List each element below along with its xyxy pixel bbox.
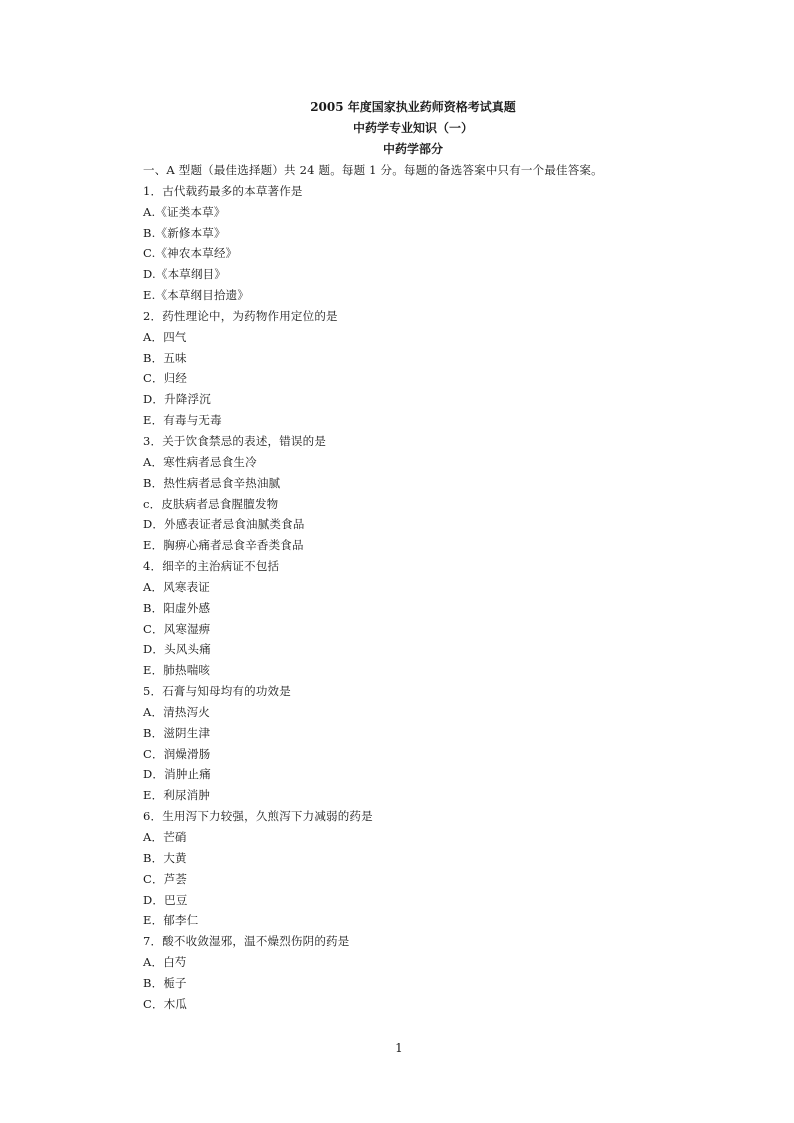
list-item: D．巴豆	[143, 892, 188, 907]
list-item: C.《神农本草经》	[143, 246, 238, 261]
list-item: C．归经	[143, 371, 188, 386]
page-number: 1	[395, 1041, 403, 1055]
list-item: B．阳虚外感	[143, 600, 211, 615]
subject-title: 中药学专业知识（一）	[352, 121, 473, 135]
list-item: D.《本草纲目》	[143, 267, 227, 282]
list-item: A．风寒表证	[143, 579, 211, 594]
list-item: B．热性病者忌食辛热油腻	[143, 475, 281, 490]
list-item: E．有毒与无毒	[143, 413, 222, 428]
list-item: 2．药性理论中，为药物作用定位的是	[143, 308, 338, 323]
list-item: 6．生用泻下力较强，久煎泻下力减弱的药是	[143, 809, 373, 824]
list-item: B.《新修本草》	[143, 225, 226, 240]
list-item: A．寒性病者忌食生冷	[143, 454, 257, 469]
list-item: C．风寒湿痹	[143, 621, 211, 636]
list-item: A．清热泻火	[143, 704, 211, 719]
list-item: E．肺热喘咳	[143, 663, 211, 678]
exam-title: 2005 年度国家执业药师资格考试真题	[310, 100, 516, 114]
list-item: E.《本草纲目拾遗》	[143, 288, 250, 303]
list-item: 7．酸不收敛湿邪，温不燥烈伤阴的药是	[143, 934, 350, 949]
list-item: E．郁李仁	[143, 913, 199, 928]
list-item: 3．关于饮食禁忌的表述，错误的是	[143, 433, 327, 448]
list-item: c．皮肤病者忌食腥膻发物	[143, 496, 279, 511]
list-item: C．润燥滑肠	[143, 746, 211, 761]
list-item: D．外感表证者忌食油腻类食品	[143, 517, 305, 532]
list-item: E．利尿消肿	[143, 788, 211, 803]
list-item: D．升降浮沉	[143, 392, 211, 407]
list-item: A．芒硝	[143, 830, 187, 844]
section-title: 中药学部分	[382, 142, 443, 156]
list-item: 5．石膏与知母均有的功效是	[143, 684, 291, 699]
list-item: B．栀子	[143, 975, 187, 990]
title-block	[0, 97, 794, 160]
list-item: 1．古代载药最多的本草著作是	[143, 183, 303, 198]
list-item: E．胸痹心痛者忌食辛香类食品	[143, 538, 304, 553]
instruction-text: 一、A 型题（最佳选择题）共 24 题。每题 1 分。每题的备选答案中只有一个最佳答案。	[143, 163, 603, 177]
list-item: A.《证类本草》	[143, 204, 226, 219]
list-item: A．四气	[143, 329, 187, 344]
list-item: D．消肿止痛	[143, 767, 211, 782]
list-item: 4．细辛的主治病证不包括	[143, 559, 280, 574]
list-item: B．大黄	[143, 850, 187, 865]
list-item: C．芦荟	[143, 871, 188, 886]
question-list	[143, 160, 663, 1015]
list-item: B．滋阴生津	[143, 725, 211, 740]
list-item: C．木瓜	[143, 996, 188, 1011]
list-item: A．白芍	[143, 955, 187, 970]
list-item: D．头风头痛	[143, 642, 211, 657]
list-item: B．五味	[143, 350, 187, 365]
